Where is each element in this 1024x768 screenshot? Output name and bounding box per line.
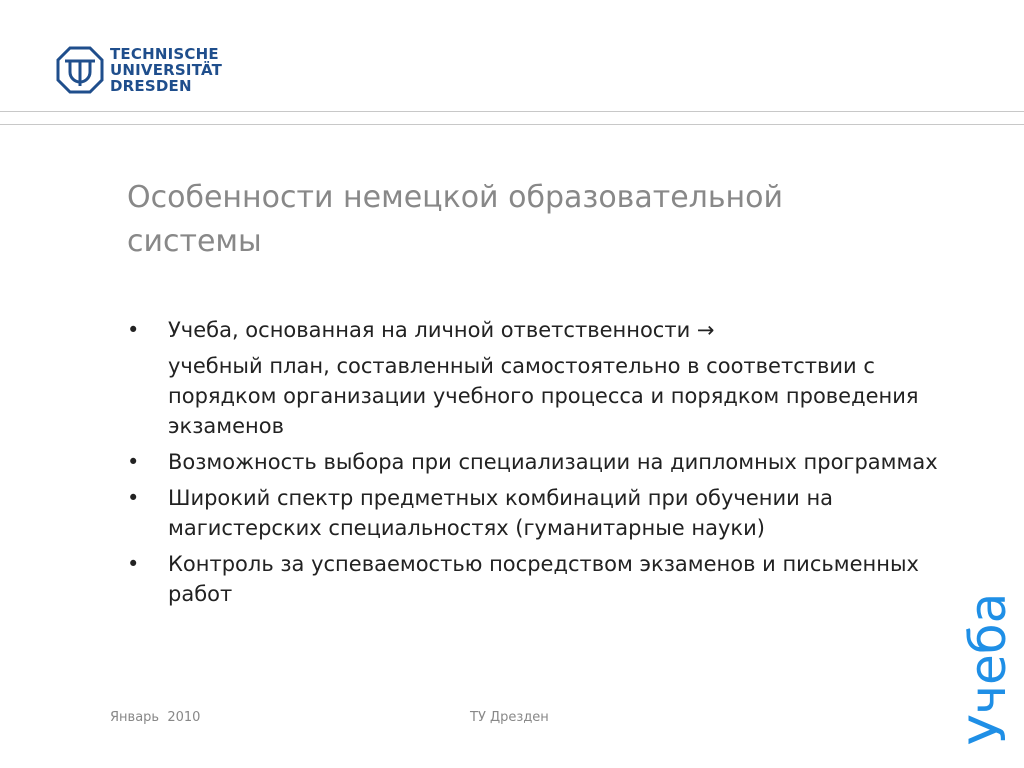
bullet-item-2 [127,447,947,477]
bullet-text: Возможность выбора при специализации на дипломных программах [168,450,938,474]
logo-wordmark [110,46,222,94]
logo-line-1: TECHNISCHE [110,45,219,63]
bullet-text: Широкий спектр предметных комбинаций при обучении на магистерских специальностях (гуманитарные науки) [168,486,834,540]
section-label: Учеба [959,592,1017,745]
bullet-subtext: учебный план, составленный самостоятельно в соответствии с порядком организации учебного процесса и порядком проведения экзаменов [168,354,919,438]
footer-date: Январь 2010 [110,710,201,725]
footer-organization: ТУ Дрезден [470,710,549,725]
tu-dresden-logo [56,46,222,94]
logo-line-2: UNIVERSITÄT [110,61,223,79]
bullet-item-4 [127,549,947,609]
header-divider-top [0,111,1024,112]
bullet-item-1 [127,315,947,441]
header-divider-bottom [0,124,1024,125]
bullet-list [127,315,947,615]
bullet-marker: • [127,318,140,342]
bullet-marker: • [127,552,140,576]
bullet-text: Учеба, основанная на личной ответственности → [168,318,715,342]
bullet-text: Контроль за успеваемостью посредством экзаменов и письменных работ [168,552,919,606]
bullet-marker: • [127,450,140,474]
bullet-marker: • [127,486,140,510]
tu-dresden-logo-icon [56,46,104,94]
slide-title: Особенности немецкой образовательной системы [127,180,784,259]
bullet-item-3 [127,483,947,543]
logo-line-3: DRESDEN [110,77,192,95]
